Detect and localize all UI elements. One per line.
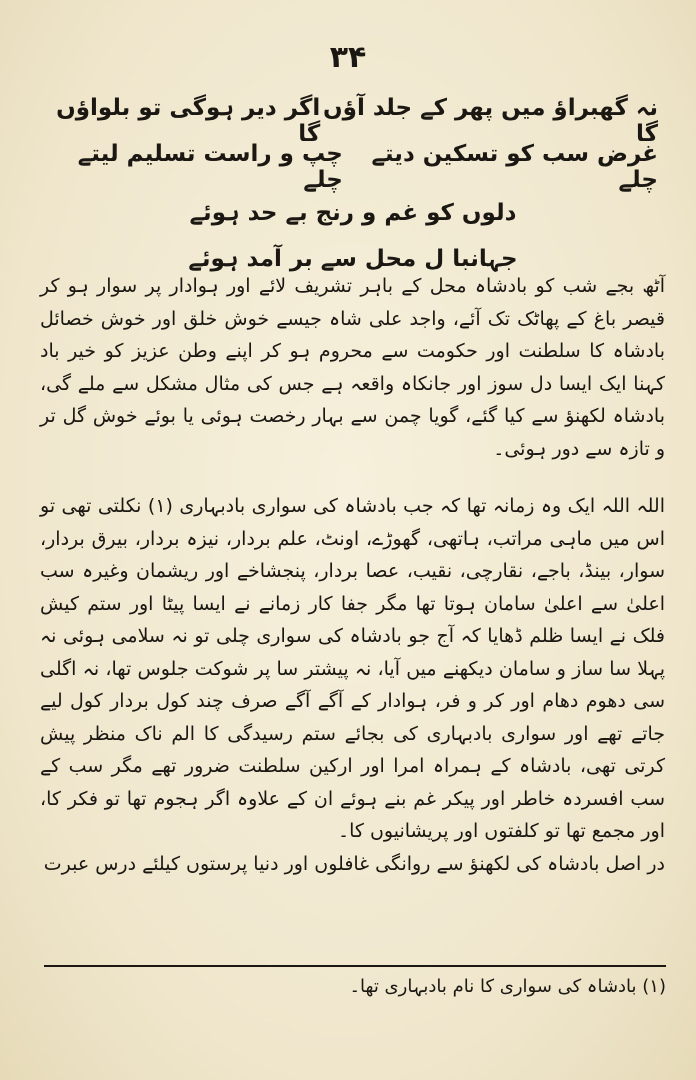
verse-block	[48, 95, 658, 282]
footnote-divider	[44, 965, 666, 967]
paragraph-1: آٹھ بجے شب کو بادشاہ محل کے باہر تشریف لائے اور ہوادار پر سوار ہو کر قیصر باغ کے پھاٹک تک آئے، واجد علی شاہ جیسے خوش خلق اور خوش خصائل بادشاہ کا سلطنت اور حکومت سے محروم ہو کر اپنے وطن عزیز کو خیر باد کہنا ایک ایسا دل سوز اور جانکاہ واقعہ ہے جس کی مثال مشکل سے ملے گی، بادشاہ لکھنؤ سے کیا گئے، گویا چمن سے بہار رخصت ہوئی یا بوئے خوش گل تر و تازہ سے دور ہوئی۔	[40, 275, 665, 460]
verse-2b: چپ و راست تسلیم لیتے چلے	[77, 141, 343, 193]
verse-2a: غرض سب کو تسکین دیتے چلے	[371, 141, 658, 193]
verse-3: دلوں کو غم و رنج بے حد ہوئے	[189, 200, 517, 226]
paragraph-2: اللہ اللہ ایک وہ زمانہ تھا کہ جب بادشاہ کی سواری بادبہاری (۱) نکلتی تھی تو اس میں ماہی مراتب، ہاتھی، گھوڑے، اونٹ، علم بردار، نیزہ بردار، بیرق بردار، سوار، بینڈ، باجے، نقارچی، نقیب، عصا بردار، پنجشاخے اور ریشمان وغیرہ سب اعلیٰ سے اعلیٰ سامان ہوتا تھا مگر جفا کار زمانے نے ایسا پیٹا اور ستم کیش فلک نے ایسا ظلم ڈھایا کہ آج جو بادشاہ کی سواری چلی تو نہ سلامی ہوئی نہ پہلا سا ساز و سامان دیکھنے میں آیا، نہ پیشتر سا پر شوکت جلوس تھا، نہ اگلی سی دھوم دھام اور کر و فر، ہوادار کے آگے آگے صرف چند کول بردار کول لیے جاتے تھے اور سواری بادبہاری کی بجائے ستم رسیدگی کا الم ناک منظر پیش کرتی تھی، بادشاہ کے ہمراہ امرا اور ارکین سلطنت ضرور تھے مگر سب کے سب افسردہ خاطر اور پیکر غم بنے ہوئے ان کے علاوہ اگر ہجوم تھا تو فکر کا، اور مجمع تھا تو کلفتوں اور پریشانیوں کا۔	[40, 495, 665, 842]
paragraph-2-block	[40, 490, 665, 880]
verse-4: جہانبا ل محل سے بر آمد ہوئے	[188, 246, 518, 272]
verse-row-2	[48, 141, 658, 193]
page-number: ۳۴	[329, 40, 367, 75]
paragraph-3: در اصل بادشاہ کی لکھنؤ سے روانگی غافلوں اور دنیا پرستوں کیلئے درس عبرت	[43, 852, 665, 875]
verse-row-1	[48, 95, 658, 147]
verse-1a: نہ گھبراؤ میں پھر کے جلد آؤں گا	[323, 95, 658, 147]
footnote: (۱) بادشاہ کی سواری کا نام بادبہاری تھا۔	[349, 976, 666, 997]
verse-1b: اگر دیر ہوگی تو بلواؤں گا	[56, 95, 321, 147]
paragraph-1-block	[40, 270, 665, 465]
